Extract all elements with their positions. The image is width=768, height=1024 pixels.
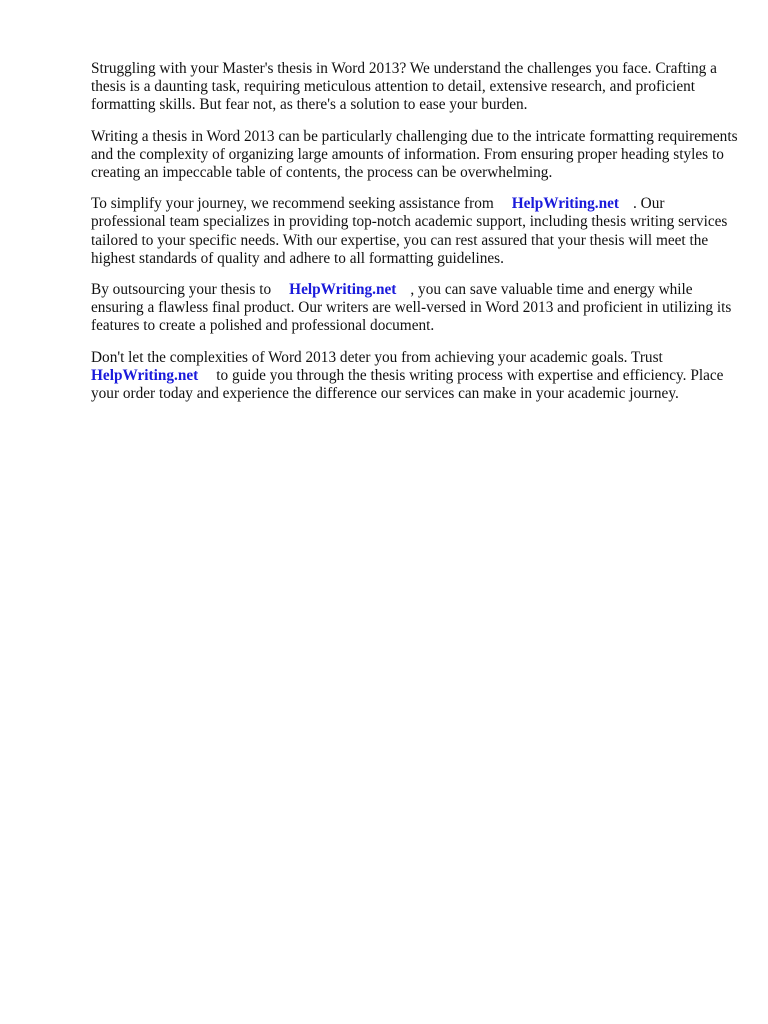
paragraph-intro-text: Struggling with your Master's thesis in Word 2013? We understand the challenges you face. Crafting a thesis is a daunting task, requiring meticulous attention to detail, extensive research, and proficient formatting skills. But fear not, as there's a solution to ease your burden. xyxy=(91,60,717,114)
paragraph-call-to-action xyxy=(91,349,741,404)
paragraph-intro xyxy=(91,60,741,115)
paragraph-cta-text-before: Don't let the complexities of Word 2013 deter you from achieving your academic goals. Trust xyxy=(91,348,663,366)
paragraph-recommendation xyxy=(91,195,741,268)
paragraph-outsourcing-text-before: By outsourcing your thesis to xyxy=(91,281,272,299)
helpwriting-link-3[interactable]: HelpWriting.net xyxy=(91,366,199,384)
paragraph-recommendation-text-before: To simplify your journey, we recommend seeking assistance from xyxy=(91,195,494,213)
paragraph-outsourcing xyxy=(91,281,741,336)
document-body xyxy=(91,60,741,416)
paragraph-cta-text-after: to guide you through the thesis writing process with expertise and efficiency. Place your order today and experience the difference our services can make in your academic journey. xyxy=(91,366,724,403)
paragraph-recommendation-text-after: . Our professional team specializes in providing top-notch academic support, including thesis writing services tailored to your specific needs. With our expertise, you can rest assured that your thesis will meet the highest standards of quality and adhere to all formatting guidelines. xyxy=(91,195,728,267)
paragraph-outsourcing-text-after: , you can save valuable time and energy while ensuring a flawless final product. Our writers are well-versed in Word 2013 and proficient in utilizing its features to create a polished and professional document. xyxy=(91,281,732,335)
paragraph-challenges-text: Writing a thesis in Word 2013 can be particularly challenging due to the intricate formatting requirements and the complexity of organizing large amounts of information. From ensuring proper heading styles to creating an impeccable table of contents, the process can be overwhelming. xyxy=(91,127,738,182)
paragraph-challenges xyxy=(91,128,741,183)
helpwriting-link-1[interactable]: HelpWriting.net xyxy=(511,195,620,213)
helpwriting-link-2[interactable]: HelpWriting.net xyxy=(289,281,397,299)
